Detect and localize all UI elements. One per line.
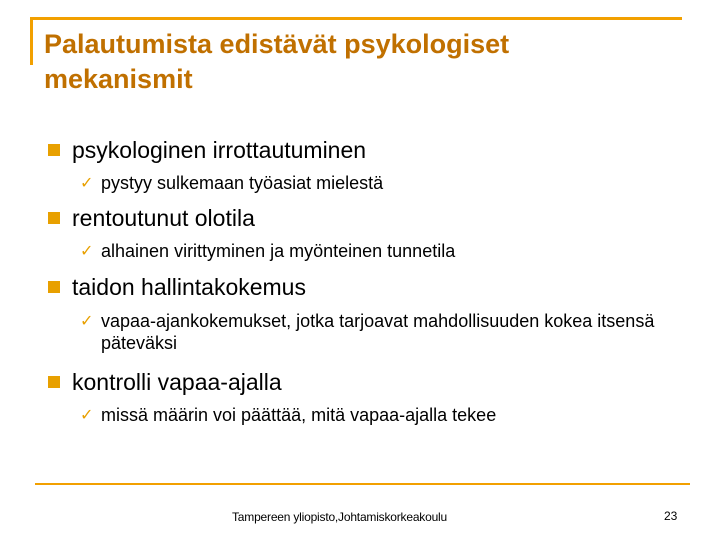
checkmark-icon: ✓	[80, 173, 94, 192]
bullet-text: kontrolli vapaa-ajalla	[72, 369, 282, 395]
sub-bullet-text: missä määrin voi päättää, mitä vapaa-ajalla tekee	[101, 405, 497, 425]
square-bullet-icon	[48, 212, 60, 224]
bullet-item	[48, 274, 306, 300]
footer-organization: Tampereen yliopisto,Johtamiskorkeakoulu	[232, 510, 447, 524]
bullet-text: taidon hallintakokemus	[72, 274, 306, 300]
footer-divider	[35, 483, 690, 485]
sub-bullet-item	[80, 404, 661, 426]
title-frame-left-line	[30, 17, 33, 65]
sub-bullet-text: alhainen virittyminen ja myönteinen tunnetila	[101, 241, 456, 261]
bullet-item	[48, 137, 366, 163]
square-bullet-icon	[48, 281, 60, 293]
checkmark-icon: ✓	[80, 311, 94, 330]
square-bullet-icon	[48, 376, 60, 388]
bullet-text: rentoutunut olotila	[72, 205, 255, 231]
bullet-text: psykologinen irrottautuminen	[72, 137, 367, 163]
checkmark-icon: ✓	[80, 405, 94, 424]
bullet-item	[48, 369, 282, 395]
square-bullet-icon	[48, 144, 60, 156]
checkmark-icon: ✓	[80, 241, 94, 260]
sub-bullet-text: pystyy sulkemaan työasiat mielestä	[101, 173, 384, 193]
bullet-item	[48, 205, 255, 231]
sub-bullet-text: vapaa-ajankokemukset, jotka tarjoavat mahdollisuuden kokea itsensä päteväksi	[101, 311, 655, 353]
title-frame-top-line	[30, 17, 682, 20]
slide-title: Palautumista edistävät psykologiset mekanismit	[44, 29, 510, 94]
sub-bullet-item	[80, 310, 661, 354]
sub-bullet-item	[80, 172, 661, 194]
page-number: 23	[664, 509, 678, 523]
sub-bullet-item	[80, 240, 661, 262]
